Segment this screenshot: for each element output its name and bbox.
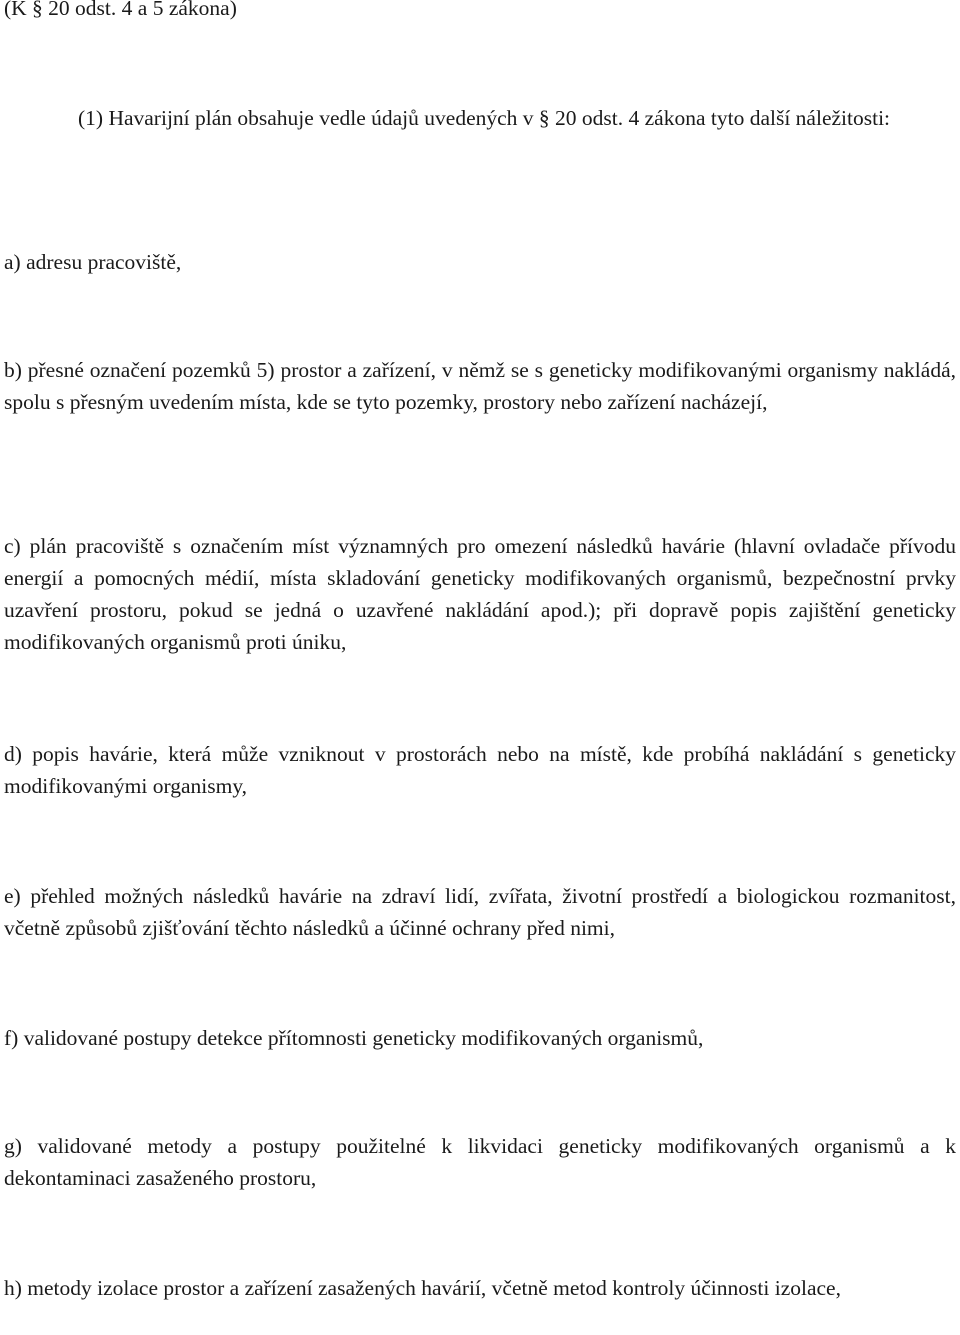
list-item-a: a) adresu pracoviště, bbox=[4, 250, 182, 274]
list-item-b: b) přesné označení pozemků 5) prostor a zařízení, v němž se s geneticky modifikovanými organismy nakládá, spolu s přesným uvedením místa, kde se tyto pozemky, prostory nebo zařízení nacházejí, bbox=[4, 358, 956, 414]
intro-paragraph: (1) Havarijní plán obsahuje vedle údajů uvedených v § 20 odst. 4 zákona tyto další náležitosti: bbox=[78, 106, 891, 130]
list-item-h: h) metody izolace prostor a zařízení zasažených havárií, včetně metod kontroly účinnosti izolace, bbox=[4, 1276, 841, 1300]
law-reference: (K § 20 odst. 4 a 5 zákona) bbox=[4, 0, 237, 20]
list-item-c: c) plán pracoviště s označením míst významných pro omezení následků havárie (hlavní ovladače přívodu energií a pomocných médií, místa skladování geneticky modifikovaných organismů, bezpečnostní prvky uzavření prostoru, pokud se jedná o uzavřené nakládání apod.); při dopravě popis zajištění geneticky modifikovaných organismů proti úniku, bbox=[4, 534, 956, 654]
list-item-f: f) validované postupy detekce přítomnosti geneticky modifikovaných organismů, bbox=[4, 1026, 704, 1050]
list-item-g: g) validované metody a postupy použitelné k likvidaci geneticky modifikovaných organismů a k dekontaminaci zasaženého prostoru, bbox=[4, 1134, 956, 1190]
list-item-d: d) popis havárie, která může vzniknout v prostorách nebo na místě, kde probíhá nakládání s geneticky modifikovanými organismy, bbox=[4, 742, 956, 798]
list-item-e: e) přehled možných následků havárie na zdraví lidí, zvířata, životní prostředí a biologickou rozmanitost, včetně způsobů zjišťování těchto následků a účinné ochrany před nimi, bbox=[4, 884, 956, 940]
